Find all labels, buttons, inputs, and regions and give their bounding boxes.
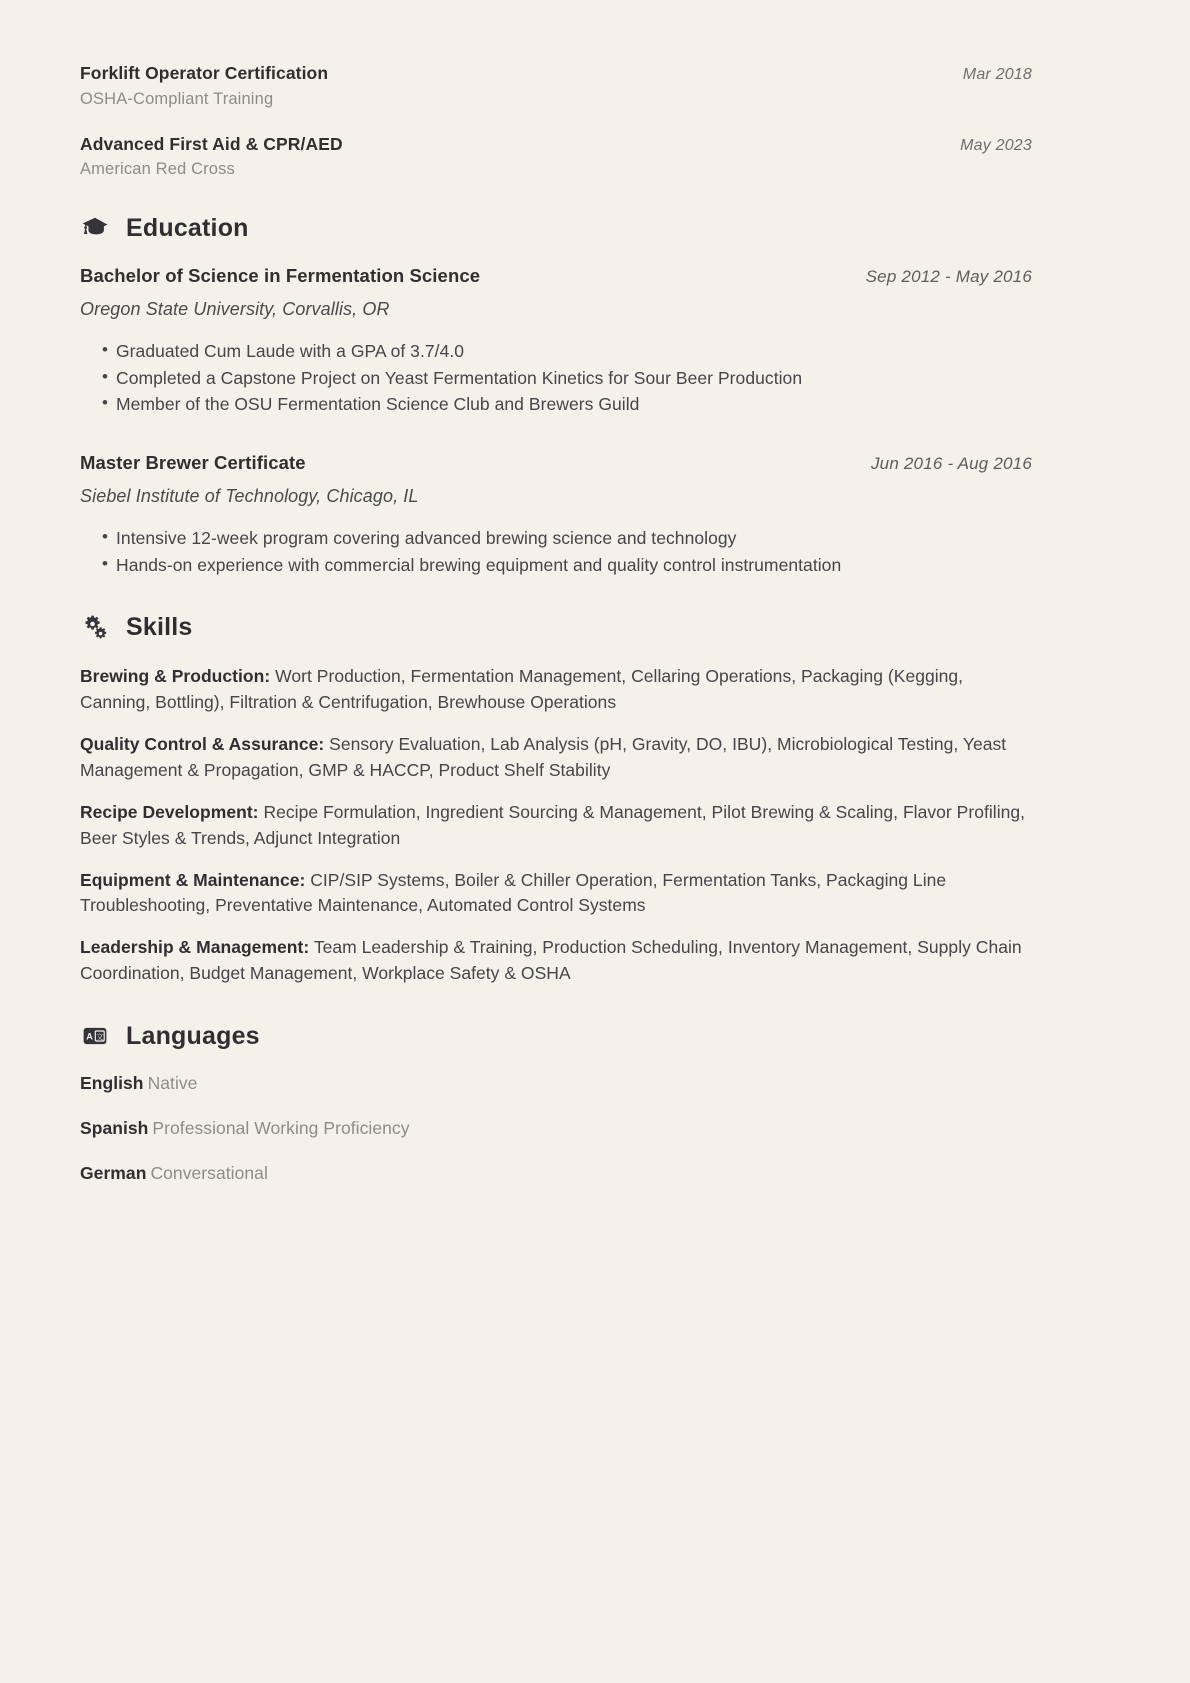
education-entry-header <box>80 265 1032 287</box>
languages-section <box>80 1021 1032 1184</box>
certification-header <box>80 133 1032 157</box>
education-section <box>80 213 1032 578</box>
language-level: Conversational <box>150 1163 268 1184</box>
skill-items: Wort Production, Fermentation Management, Cellaring Operations, Packaging (Kegging, Canning, Bottling), Filtration & Centrifugation, Brewhouse Operations <box>80 666 964 713</box>
education-section-title: Education <box>126 213 249 242</box>
svg-text:文: 文 <box>95 1032 104 1042</box>
education-entry-header <box>80 452 1032 474</box>
language-name: German <box>80 1163 147 1184</box>
certification-title: Advanced First Aid & CPR/AED <box>80 133 343 154</box>
list-item: • Intensive 12-week program covering advanced brewing science and technology <box>102 525 1032 552</box>
language-level: Professional Working Proficiency <box>152 1118 410 1139</box>
education-degree: Bachelor of Science in Fermentation Science <box>80 265 481 287</box>
list-item: • Completed a Capstone Project on Yeast Fermentation Kinetics for Sour Beer Production <box>102 365 1032 392</box>
skill-group <box>80 935 1032 987</box>
skill-category: Equipment & Maintenance: <box>80 869 306 890</box>
language-row <box>80 1118 1032 1139</box>
list-item: • Graduated Cum Laude with a GPA of 3.7/4.0 <box>102 338 1032 365</box>
gears-icon <box>80 612 110 642</box>
list-item: • Member of the OSU Fermentation Science Club and Brewers Guild <box>102 391 1032 418</box>
skill-group <box>80 800 1032 852</box>
skill-group <box>80 664 1032 716</box>
skill-category: Leadership & Management: <box>80 937 310 958</box>
skill-items: Team Leadership & Training, Production Scheduling, Inventory Management, Supply Chain Coordination, Budget Management, Workplace Safety & OSHA <box>80 937 1022 984</box>
education-entry <box>80 265 1032 418</box>
education-date: Jun 2016 - Aug 2016 <box>870 454 1032 474</box>
language-name: Spanish <box>80 1118 149 1139</box>
education-bullets <box>80 338 1032 418</box>
skill-category: Recipe Development: <box>80 801 259 822</box>
skill-group <box>80 868 1032 920</box>
list-item: • Hands-on experience with commercial brewing equipment and quality control instrumentation <box>102 552 1032 579</box>
skills-section-header <box>80 612 1032 642</box>
certification-date: May 2023 <box>960 136 1032 154</box>
education-degree: Master Brewer Certificate <box>80 452 306 474</box>
education-entry <box>80 452 1032 578</box>
education-date: Sep 2012 - May 2016 <box>865 267 1032 287</box>
language-name: English <box>80 1073 144 1094</box>
education-school: Siebel Institute of Technology, Chicago, IL <box>80 486 419 507</box>
education-bullets <box>80 525 1032 578</box>
certification-header <box>80 62 1032 86</box>
skill-category: Brewing & Production: <box>80 666 271 687</box>
education-section-header <box>80 213 1032 243</box>
skill-category: Quality Control & Assurance: <box>80 734 325 754</box>
skill-items: Sensory Evaluation, Lab Analysis (pH, Gravity, DO, IBU), Microbiological Testing, Yeast Management & Propagation, GMP & HACCP, Product Shelf Stability <box>80 734 1007 780</box>
skills-section <box>80 612 1032 987</box>
skill-items: CIP/SIP Systems, Boiler & Chiller Operation, Fermentation Tanks, Packaging Line Troubleshooting, Preventative Maintenance, Automated Control Systems <box>80 869 947 916</box>
svg-text:A: A <box>86 1031 93 1042</box>
certification-date: Mar 2018 <box>962 66 1032 83</box>
graduation-cap-icon <box>80 213 110 243</box>
certification-issuer: American Red Cross <box>80 160 235 179</box>
certifications-list <box>80 62 1032 179</box>
languages-section-title: Languages <box>126 1021 260 1050</box>
education-school: Oregon State University, Corvallis, OR <box>80 299 390 320</box>
language-row <box>80 1073 1032 1094</box>
language-row <box>80 1163 1032 1184</box>
translate-icon <box>80 1021 110 1051</box>
skill-group <box>80 732 1032 784</box>
certification-issuer: OSHA-Compliant Training <box>80 89 274 108</box>
languages-section-header <box>80 1021 1032 1051</box>
language-level: Native <box>147 1073 198 1094</box>
skills-section-title: Skills <box>126 612 193 641</box>
certification-entry <box>80 62 1032 109</box>
skill-items: Recipe Formulation, Ingredient Sourcing & Management, Pilot Brewing & Scaling, Flavor Profiling, Beer Styles & Trends, Adjunct Integration <box>80 801 1026 848</box>
certification-entry <box>80 133 1032 180</box>
certification-title: Forklift Operator Certification <box>80 63 329 83</box>
